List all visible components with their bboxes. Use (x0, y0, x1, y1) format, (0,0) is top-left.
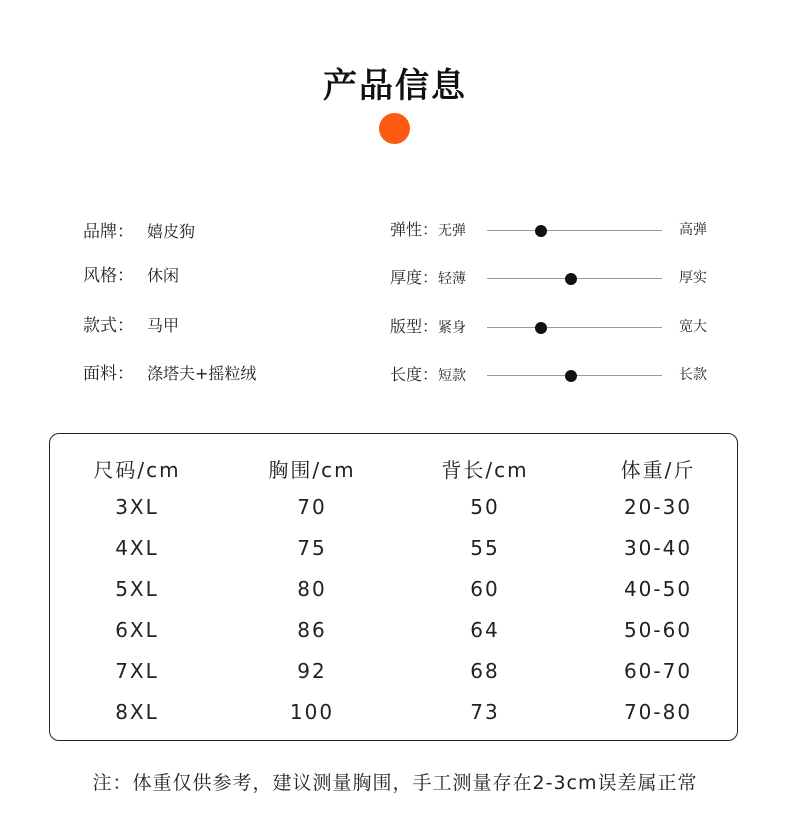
attr-value: 涤塔夫+摇粒绒 (147, 364, 257, 383)
attr-key: 面料： (83, 364, 134, 384)
size-table (49, 433, 738, 741)
scale-knob (565, 370, 577, 382)
table-cell: 70-80 (623, 700, 693, 724)
scale-low-label: 无弹 (438, 223, 467, 239)
table-cell: 5XL (115, 577, 159, 601)
scale-low-label: 紧身 (438, 320, 467, 336)
scale-high-label: 厚实 (679, 270, 707, 286)
table-header: 体重/斤 (620, 458, 696, 482)
scale-key: 版型： (390, 317, 439, 336)
scale-low-label: 轻薄 (438, 271, 467, 287)
table-cell: 86 (297, 618, 327, 642)
table-header: 胸围/cm (268, 458, 356, 482)
accent-dot (379, 113, 410, 144)
scale-track (487, 327, 662, 328)
table-cell: 60-70 (623, 659, 693, 683)
attr-brand (83, 220, 195, 244)
attr-style (83, 264, 179, 288)
table-cell: 68 (470, 659, 500, 683)
table-cell: 6XL (115, 618, 159, 642)
page-title: 产品信息 (323, 66, 467, 106)
table-cell: 40-50 (623, 577, 693, 601)
table-cell: 50-60 (623, 618, 693, 642)
table-cell: 20-30 (623, 495, 693, 519)
measurement-note: 注：体重仅供参考，建议测量胸围，手工测量存在2-3cm误差属正常 (92, 772, 698, 794)
attr-value: 休闲 (147, 266, 180, 285)
scale-elasticity (390, 218, 720, 242)
table-cell: 70 (297, 495, 327, 519)
scale-high-label: 宽大 (679, 319, 707, 335)
attr-key: 款式： (83, 316, 134, 336)
scale-key: 长度： (390, 365, 439, 384)
scale-high-label: 高弹 (679, 222, 707, 238)
attr-value: 马甲 (147, 316, 180, 335)
scale-length (390, 363, 720, 387)
table-cell: 64 (470, 618, 500, 642)
attr-key: 风格： (83, 266, 134, 286)
table-cell: 75 (297, 536, 327, 560)
attr-type (83, 314, 179, 338)
attr-key: 品牌： (83, 222, 134, 242)
table-cell: 8XL (115, 700, 159, 724)
scale-high-label: 长款 (679, 367, 707, 383)
scale-thickness (390, 266, 720, 290)
table-cell: 92 (297, 659, 327, 683)
table-header: 背长/cm (441, 458, 529, 482)
table-cell: 7XL (115, 659, 159, 683)
scale-low-label: 短款 (438, 368, 467, 384)
scale-knob (535, 322, 547, 334)
scale-key: 弹性： (390, 220, 439, 239)
scale-knob (565, 273, 577, 285)
table-cell: 60 (470, 577, 500, 601)
table-cell: 80 (297, 577, 327, 601)
scale-fit (390, 315, 720, 339)
table-header: 尺码/cm (93, 458, 181, 482)
table-cell: 4XL (115, 536, 159, 560)
table-cell: 55 (470, 536, 500, 560)
table-cell: 73 (470, 700, 500, 724)
table-cell: 100 (289, 700, 335, 724)
scale-knob (535, 225, 547, 237)
scale-key: 厚度： (390, 268, 439, 287)
attr-value: 嬉皮狗 (147, 222, 196, 241)
attr-fabric (83, 362, 256, 386)
scale-track (487, 230, 662, 231)
table-cell: 50 (470, 495, 500, 519)
table-cell: 3XL (115, 495, 159, 519)
table-cell: 30-40 (623, 536, 693, 560)
